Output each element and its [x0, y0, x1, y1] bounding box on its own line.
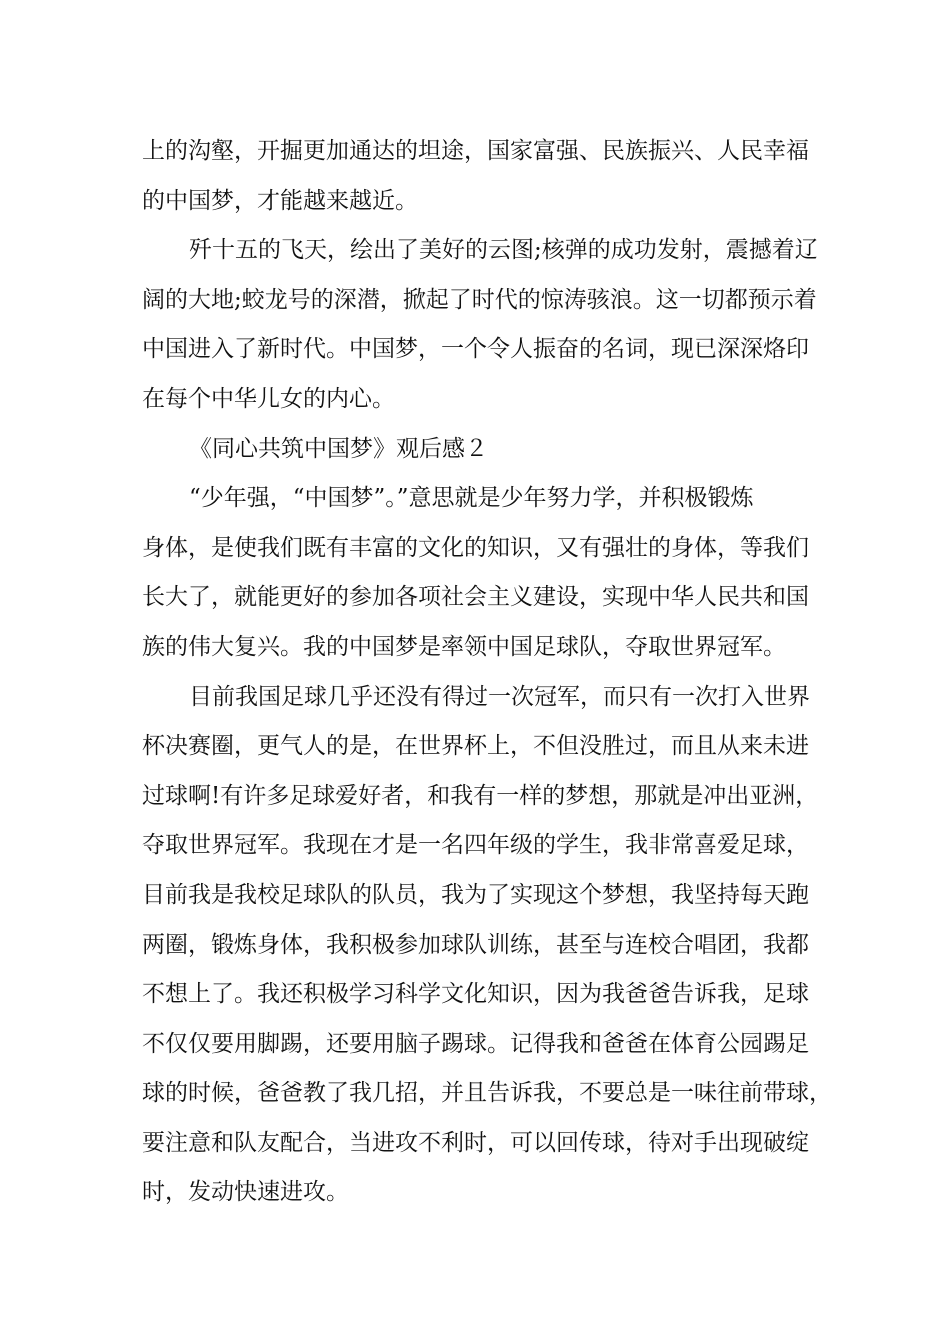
text-line: 阔的大地;蛟龙号的深潜，掀起了时代的惊涛骇浪。这一切都预示着: [142, 286, 817, 313]
section-title: 《同心共筑中国梦》观后感２: [189, 435, 488, 462]
text-line: 球的时候，爸爸教了我几招，并且告诉我，不要总是一味往前带球，: [142, 1080, 832, 1107]
text-line: 杯决赛圈，更气人的是，在世界杯上，不但没胜过，而且从来未进: [142, 733, 809, 760]
text-line: 不仅仅要用脚踢，还要用脑子踢球。记得我和爸爸在体育公园踢足: [142, 1030, 809, 1057]
text-line: 身体，是使我们既有丰富的文化的知识，又有强壮的身体，等我们: [142, 534, 809, 561]
text-line: 中国进入了新时代。中国梦，一个令人振奋的名词，现已深深烙印: [142, 336, 809, 363]
paragraph-start-line: “少年强，“中国梦”。”意思就是少年努力学，并积极锻炼: [189, 485, 754, 512]
text-line: 不想上了。我还积极学习科学文化知识，因为我爸爸告诉我，足球: [142, 981, 809, 1008]
paragraph-start-line: 目前我国足球几乎还没有得过一次冠军，而只有一次打入世界: [189, 683, 810, 710]
paragraph-start-line: 歼十五的飞天，绘出了美好的云图;核弹的成功发射，震撼着辽: [189, 237, 818, 264]
text-line: 两圈，锻炼身体，我积极参加球队训练，甚至与连校合唱团，我都: [142, 931, 809, 958]
text-line: 时，发动快速进攻。: [142, 1179, 349, 1206]
text-line: 夺取世界冠军。我现在才是一名四年级的学生，我非常喜爱足球，: [142, 832, 809, 859]
text-line: 目前我是我校足球队的队员，我为了实现这个梦想，我坚持每天跑: [142, 881, 809, 908]
text-line: 在每个中华儿女的内心。: [142, 385, 395, 412]
text-line: 长大了，就能更好的参加各项社会主义建设，实现中华人民共和国: [142, 584, 809, 611]
text-line: 的中国梦，才能越来越近。: [142, 187, 418, 214]
text-line: 过球啊!有许多足球爱好者，和我有一样的梦想，那就是冲出亚洲，: [142, 782, 819, 809]
text-line: 要注意和队友配合，当进攻不利时，可以回传球，待对手出现破绽: [142, 1129, 809, 1156]
document-body: [142, 127, 832, 1218]
text-line: 族的伟大复兴。我的中国梦是率领中国足球队，夺取世界冠军。: [142, 633, 786, 660]
text-line: 上的沟壑，开掘更加通达的坦途，国家富强、民族振兴、人民幸福: [142, 138, 809, 164]
